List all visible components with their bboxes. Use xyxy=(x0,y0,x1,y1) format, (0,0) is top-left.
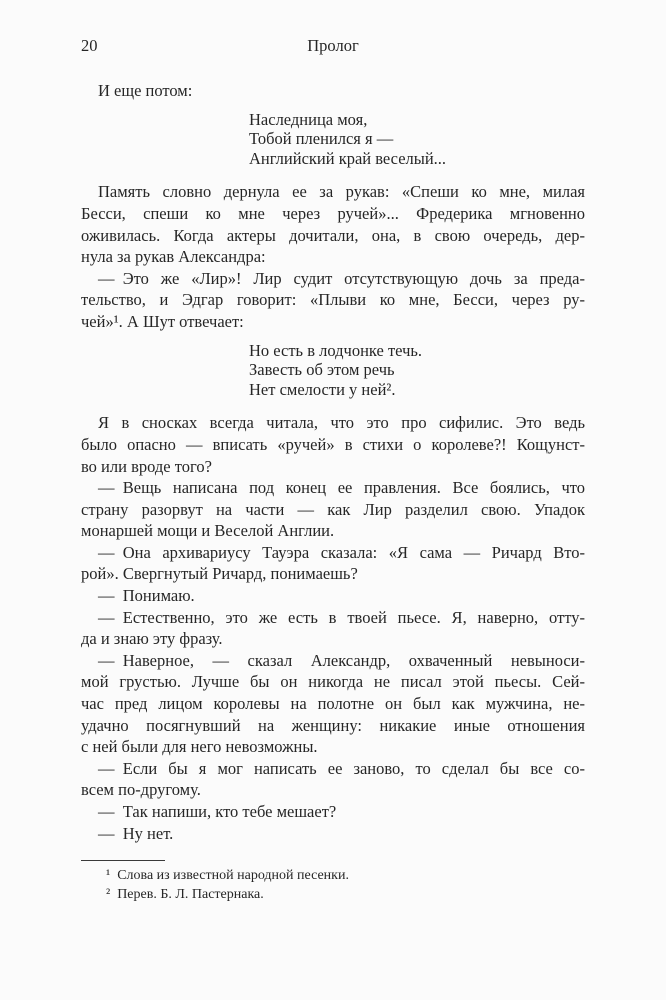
paragraph xyxy=(81,412,585,477)
paragraph xyxy=(81,181,585,267)
text-line: во или вроде того? xyxy=(81,456,212,476)
text-line: — Она архивариусу Тауэра сказала: «Я сама — Ричард Вто- xyxy=(98,542,585,562)
text-line: было опасно — вписать «ручей» в стихи о королеве?! Кощунст- xyxy=(81,434,585,454)
text-line: — Понимаю. xyxy=(98,586,195,606)
verse-line: Наследница моя, xyxy=(249,109,368,129)
verse-block xyxy=(81,110,585,169)
text-line: — Вещь написана под конец ее правления. Все боялись, что xyxy=(98,478,585,498)
verse-line: Английский край веселый... xyxy=(249,148,447,168)
text-line: рой». Свергнутый Ричард, понимаешь? xyxy=(81,564,358,584)
paragraph xyxy=(81,542,585,585)
footnote-2: ² Перев. Б. Л. Пастернака. xyxy=(106,886,264,902)
text-line: Я в сносках всегда читала, что это про сифилис. Это ведь xyxy=(98,413,585,433)
text-line: мой грустью. Лучше бы он никогда не писал этой пьесы. Сей- xyxy=(81,672,585,692)
verse-line: Но есть в лодчонке течь. xyxy=(249,340,423,360)
footnote-1: ¹ Слова из известной народной песенки. xyxy=(106,868,349,884)
text-line: — Это же «Лир»! Лир судит отсутствующую дочь за преда- xyxy=(98,268,585,288)
text-line: — Наверное, — сказал Александр, охваченный невыноси- xyxy=(98,650,585,670)
text-line: — Если бы я мог написать ее заново, то сделал бы все со- xyxy=(98,758,585,778)
paragraph xyxy=(81,585,585,607)
paragraph xyxy=(81,268,585,333)
text-line: — Естественно, это же есть в твоей пьесе. Я, наверно, отту- xyxy=(98,607,585,627)
page-number: 20 xyxy=(81,36,98,55)
text-line: — Так напиши, кто тебе мешает? xyxy=(98,802,337,821)
text-line: чей»¹. А Шут отвечает: xyxy=(81,311,244,331)
text-line: монаршей мощи и Веселой Англии. xyxy=(81,521,335,541)
paragraph xyxy=(81,607,585,650)
paragraph xyxy=(81,823,585,845)
text-line: — Ну нет. xyxy=(98,823,174,843)
page-body xyxy=(81,80,585,844)
verse-line: Завесть об этом речь xyxy=(249,360,395,380)
paragraph xyxy=(81,801,585,823)
text-line: Бесси, спеши ко мне через ручей»... Фредерика мгновенно xyxy=(81,203,585,223)
text-line: да и знаю эту фразу. xyxy=(81,629,223,649)
text-line: всем по-другому. xyxy=(81,780,201,800)
page-header xyxy=(81,36,585,56)
text-line: оживилась. Когда актеры дочитали, она, в свою очередь, дер- xyxy=(81,225,585,245)
text-line: удачно посягнувший на женщину: никакие иные отношения xyxy=(81,715,585,735)
text-line: страну разорвут на части — как Лир разделил свою. Упадок xyxy=(81,499,585,519)
paragraph xyxy=(81,477,585,542)
verse-block xyxy=(81,341,585,400)
text-line: тельство, и Эдгар говорит: «Плыви ко мне, Бесси, через ру- xyxy=(81,290,585,310)
footnotes-section xyxy=(81,860,585,904)
text-line: с ней были для него невозможны. xyxy=(81,737,318,757)
text-line: нула за рукав Александра: xyxy=(81,247,266,267)
paragraph xyxy=(81,650,585,758)
text-line: Память словно дернула ее за рукав: «Спеши ко мне, милая xyxy=(98,182,585,202)
running-header: Пролог xyxy=(307,36,359,55)
text-line: час пред лицом королевы на полотне он был как мужчина, не- xyxy=(81,694,585,714)
paragraph xyxy=(81,758,585,801)
footnote-separator xyxy=(81,860,165,861)
verse-line: Нет смелости у ней². xyxy=(249,379,396,399)
paragraph xyxy=(81,80,585,102)
verse-line: Тобой пленился я — xyxy=(249,129,394,149)
text-line: И еще потом: xyxy=(98,81,193,100)
